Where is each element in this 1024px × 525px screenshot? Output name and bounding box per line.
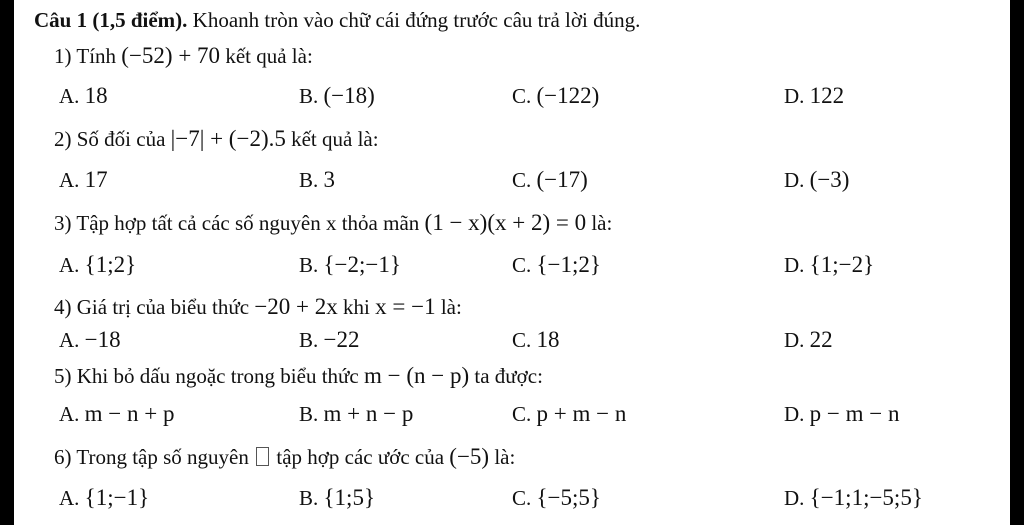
q6-option-b[interactable]: B. {1;5}: [299, 485, 375, 510]
q1-text-end: kết quả là:: [225, 44, 313, 68]
q4-option-a[interactable]: A. −18: [59, 327, 121, 352]
q6-options: [14, 478, 1010, 518]
q1-option-a[interactable]: A. 18: [59, 83, 108, 108]
q3-expression: (1 − x)(x + 2) = 0: [424, 210, 587, 235]
q4-option-c[interactable]: C. 18: [512, 327, 560, 352]
q1-number: 1): [54, 44, 72, 68]
question-3: [14, 203, 1010, 243]
q2-option-c[interactable]: C. (−17): [512, 167, 588, 192]
q1-text-start: Tính: [76, 44, 117, 68]
q5-option-d[interactable]: D. p − m − n: [784, 401, 900, 426]
question-6: [14, 437, 1010, 477]
question-title: [34, 0, 1010, 40]
q4-text-end: là:: [440, 295, 462, 319]
q4-text-start: Giá trị của biểu thức: [76, 295, 250, 319]
q6-option-a[interactable]: A. {1;−1}: [59, 485, 150, 510]
q2-option-d[interactable]: D. (−3): [784, 167, 850, 192]
q2-option-b[interactable]: B. 3: [299, 167, 336, 192]
q2-option-a[interactable]: A. 17: [59, 167, 108, 192]
q1-option-d[interactable]: D. 122: [784, 83, 845, 108]
q1-expression: (−52) + 70: [121, 43, 221, 68]
q5-option-a[interactable]: A. m − n + p: [59, 401, 175, 426]
question-2: [14, 119, 1010, 159]
q4-number: 4): [54, 295, 72, 319]
q6-text-end: là:: [494, 445, 516, 469]
q5-number: 5): [54, 364, 72, 388]
q3-text-start: Tập hợp tất cả các số nguyên x thỏa mãn: [76, 211, 420, 235]
q4-option-d[interactable]: D. 22: [784, 327, 833, 352]
q6-option-c[interactable]: C. {−5;5}: [512, 485, 601, 510]
q6-expression: (−5): [449, 444, 490, 469]
question-5: [14, 356, 1010, 396]
q3-option-d[interactable]: D. {1;−2}: [784, 252, 875, 277]
question-instruction: Khoanh tròn vào chữ cái đứng trước câu trả lời đúng.: [192, 8, 641, 32]
q2-expression: |−7| + (−2).5: [170, 126, 286, 151]
q2-text-end: kết quả là:: [291, 127, 379, 151]
q2-text-start: Số đối của: [76, 127, 166, 151]
q5-text-start: Khi bỏ dấu ngoặc trong biểu thức: [76, 364, 359, 388]
q6-text-start: Trong tập số nguyên: [76, 445, 249, 469]
q1-option-b[interactable]: B. (−18): [299, 83, 375, 108]
q5-expression: m − (n − p): [363, 363, 470, 388]
q3-options: [14, 245, 1010, 285]
question-1: [14, 36, 1010, 76]
q3-text-end: là:: [591, 211, 613, 235]
q4-option-b[interactable]: B. −22: [299, 327, 360, 352]
q1-options: [14, 76, 1010, 116]
q6-option-d[interactable]: D. {−1;1;−5;5}: [784, 485, 923, 510]
q2-number: 2): [54, 127, 72, 151]
q5-text-end: ta được:: [474, 364, 543, 388]
q5-option-c[interactable]: C. p + m − n: [512, 401, 627, 426]
q4-text-middle: khi: [343, 295, 370, 319]
q3-option-a[interactable]: A. {1;2}: [59, 252, 137, 277]
document-page: [14, 0, 1010, 525]
q5-options: [14, 394, 1010, 434]
q5-option-b[interactable]: B. m + n − p: [299, 401, 414, 426]
q1-option-c[interactable]: C. (−122): [512, 83, 600, 108]
q3-number: 3): [54, 211, 72, 235]
q6-number: 6): [54, 445, 72, 469]
missing-glyph-icon: [256, 447, 269, 466]
q4-options: [14, 320, 1010, 360]
q6-text-middle: tập hợp các ước của: [276, 445, 445, 469]
q3-option-b[interactable]: B. {−2;−1}: [299, 252, 401, 277]
q4-condition: x = −1: [375, 294, 436, 319]
question-number: Câu 1 (1,5 điểm).: [34, 8, 188, 32]
q3-option-c[interactable]: C. {−1;2}: [512, 252, 601, 277]
q4-expression: −20 + 2x: [254, 294, 338, 319]
q2-options: [14, 160, 1010, 200]
